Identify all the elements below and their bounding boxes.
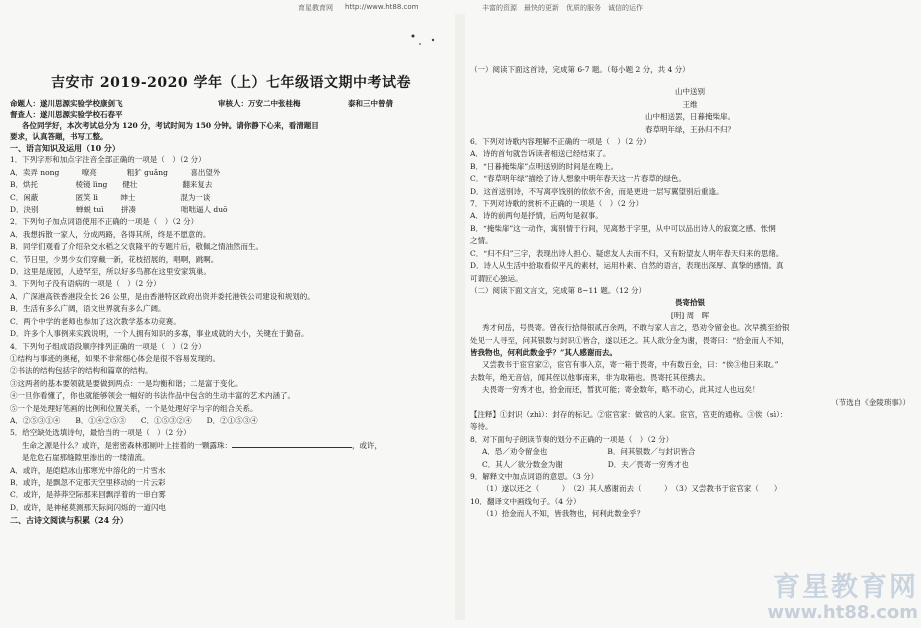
option: A．恐／劝令留金也 B．问其银数／与封识皆合 [482, 447, 696, 457]
section-heading: 二、古诗文阅读与积累（24 分） [10, 515, 128, 526]
site-slogan: 丰富的资源 最快的更新 优质的服务 诚信的运作 [482, 4, 643, 12]
option: D．这里是庞园，人迹罕至，所以好多鸟都在这里安家筑巢。 [10, 267, 212, 277]
question: 10．翻译文中画线句子。（4 分） [470, 496, 581, 506]
option: C．节日里，少男少女们穿戴一新，花枝招展的，唱啊，跳啊。 [10, 254, 219, 264]
question: 4．下列句子组成语段顺序排列正确的一项是（ ）（2 分） [10, 341, 206, 351]
option: D．这首送别诗，不写离亭饯别的依依不舍，而是更进一层写翼望别后重逢。 [470, 186, 724, 196]
question: 7．下列对诗歌的赏析不正确的一项是（ ）（2 分） [470, 199, 644, 209]
passage-text: 生命之源是什么？或许，是密密森林那厕叶上挂着的一颗露珠： [22, 440, 232, 450]
page-gutter [455, 14, 465, 620]
sub-question: （1）遂以还之（ ） （2）其人感谢而去（ ） （3）又尝教书于宦官家（ ） [482, 484, 782, 494]
right-page [470, 14, 910, 620]
answer-blank[interactable] [232, 440, 352, 448]
question: 3．下列句子没有语病的一项是（ ）（2 分） [10, 279, 161, 289]
option: A．我想拆散一家人，分成两路，各得其所，终是不愿意的。 [10, 229, 211, 239]
watermark-url: www.ht88.com [767, 602, 918, 623]
option: D．或许，是神秘莫测那天际间闪烁的一道闪电 [10, 502, 167, 512]
passage-line: 生命之源是什么？或许，是密密森林那厕叶上挂着的一颗露珠： ，或许， [22, 440, 382, 450]
poem-line: 春草明年绿，王孙归不归？ [645, 124, 735, 134]
option: D．诗人从生活中拾取看似平凡的素材，运用朴素、自然的语言，表现出深厚、真挚的感情。真 [470, 261, 784, 271]
exam-note-2: 要求，认真答题，书写工整。 [10, 132, 108, 141]
question: 1．下列字形和加点字注音全部正确的一项是（ ）（2 分） [10, 155, 206, 165]
sentence: ②书法的结构包括字的结构和篇章的结构。 [10, 366, 153, 376]
passage-line: 去数年，绝无音信，闻其侄以他事南来，非为取箱也。畏寄托其侄携去。 [470, 372, 710, 382]
annotation-cont: 等待。 [470, 422, 493, 432]
question: 8．对下面句子朗读节奏的划分不正确的一项是（ ）（2 分） [470, 434, 674, 444]
passage-line: 又尝教书于宦官家②，宦官有事入京，寄一箱于畏寄，中有数百金，曰：“俟③他日来取。” [482, 360, 779, 370]
reviewer: 审核人：万安二中张桂梅 [218, 99, 301, 108]
proposer: 命题人：遂川思源实验学校康剑飞 [10, 99, 123, 108]
passage-line: 皆我物也，何利此数金乎？”其人感谢而去。 [470, 347, 617, 357]
option-cont: 之情。 [470, 236, 493, 246]
option: C．或许，是莽莽空际那来回飘浮着的一串白雾 [10, 490, 166, 500]
option: C．“春草明年绿”描绘了诗人想象中明年春天这一片春草的绿色。 [470, 174, 686, 184]
passage-line: 处见一人寻至，问其银数与封识①皆合，遂以还之。其人欲分金为谢，畏寄曰：“拾金而人不知， [470, 335, 789, 345]
option: A．卖弄 nong 嘹亮 粗犷 guǎng 喜出望外 [10, 167, 221, 177]
option: C．“归不归”三字，表现出诗人担心、疑虑友人去而不归，又有盼望友人明年春天归来的思绪。 [470, 248, 784, 258]
option: D．许多个人事例来实践说明，一个人拥有知识的多寡，事业成就的大小，关键在于勤奋。 [10, 329, 309, 339]
annotation: 【注释】①封识（zhì）：封存的标记。②宦官家：做官的人家。宦官，官吏的通称。③俟（sì）： [470, 409, 788, 419]
passage-line: 是危危石崖那缝隙里渗出的一缕清流。 [22, 453, 150, 463]
section-intro: （一）阅读下面这首诗，完成第 6-7 题。（每小题 2 分，共 4 分） [470, 65, 690, 74]
sentence: ③这两者的基本要领就是要做到两点：一是均衡和谐；二是富于变化。 [10, 378, 243, 388]
poem-title: 山中送别 [675, 87, 705, 97]
option: A．或许，是皑皑冰山那寒光中溶化的一片雪水 [10, 465, 166, 475]
exam-staff-line-1 [10, 98, 452, 109]
site-name[interactable]: 育星教育网 [298, 4, 333, 12]
exam-note-1: 各位同学好，本次考试总分为 120 分，考试时间为 150 分钟。请你静下心来，看清题目 [22, 121, 319, 130]
supervisor: 督查人：遂川思源实验学校石春平 [10, 110, 123, 119]
exam-title: 吉安市 2019-2020 学年（上）七年级语文期中考试卷 [51, 75, 411, 91]
option-cont: 可谓匠心独运。 [470, 273, 523, 283]
watermark-logo [728, 573, 918, 625]
option: C．两个中学的老师也参加了这次教学基本功竞赛。 [10, 316, 181, 326]
question: 2．下列句子加点词语使用不正确的一项是（ ）（2 分） [10, 217, 199, 227]
section-heading: 一、语言知识及运用（10 分） [10, 143, 120, 153]
poem-line: 山中相送罢，日暮掩柴扉。 [645, 112, 735, 122]
sentence: ④一旦你看懂了，你也就能够领会一幅好的书法作品中包含的生动丰富的艺术内涵了。 [10, 391, 295, 401]
option: B．同学们观看了介绍杂交水稻之父袁隆平的专题片后，敬佩之情油然而生。 [10, 242, 264, 252]
left-page [10, 14, 452, 620]
option: B．“日暮掩柴扉”点明送别的时间是在晚上。 [470, 161, 619, 171]
option: B．烘托 棱镜 lìng 健壮 翻来复去 [10, 180, 213, 190]
option: A．②⑤③①④ B．①④②⑤③ C．①⑤③②④ D．②①⑤③④ [10, 415, 258, 425]
passage-title: 畏寄拾银 [675, 298, 705, 308]
reviewer-2: 泰和三中曾倩 [348, 99, 393, 108]
option: D．決别 蝉蜕 tuì 拼凑 咄咄逼人 duō [10, 205, 228, 215]
option: A．诗的首句就告诉读者相送已经结束了。 [470, 149, 611, 159]
option: A．诗的前两句是抒情，后两句是叙事。 [470, 211, 603, 221]
site-url[interactable]: http://www.ht88.com [345, 3, 419, 11]
poem-author: 王维 [682, 99, 698, 109]
option: B．“掩柴扉”这一动作，寓别情于行间，见离愁于字里，从中可以品出诗人的寂寞之感、怅惘 [470, 223, 776, 233]
watermark-text: 育星教育网 [773, 572, 918, 603]
header-bar [0, 0, 921, 14]
question: 9．解释文中加点词语的意思。（3 分） [470, 472, 599, 481]
question: 6．下列对诗歌内容理解不正确的一项是（ ）（2 分） [470, 137, 651, 147]
option: B．生活有多么广阔，语文世界就有多么广阔。 [10, 304, 166, 314]
option: B．或许，是飘忽不定那天空里移动的一片云彩 [10, 477, 166, 487]
passage-author: [明] 周 晖 [670, 310, 710, 320]
sentence: ①结构与事迹的奥秘，如果不非常细心体会是很不容易发现的。 [10, 353, 220, 363]
option: C．闲蔽 匿笑 lì 绅士 混为一谈 [10, 192, 211, 202]
passage-source: （节选自《金陵琐事》） [831, 397, 910, 407]
option: C．其人／欲分数金为谢 D．夫／畏寄一穷秀才也 [482, 459, 689, 469]
section-intro: （二）阅读下面文言文，完成第 8~11 题。（12 分） [470, 285, 647, 295]
sentence: ⑤一个是处理好笔画的比例和位置关系，一个是处理好字与字的组合关系。 [10, 403, 258, 413]
question: 5．给空缺处选填诗句，最恰当的一项是（ ）（2 分） [10, 428, 191, 438]
passage-line: 夫畏寄一穷秀才也，拾金而还，暂犹可能；寄金数年，略不动心，此其过人也远矣！ [482, 385, 760, 395]
sub-question: （1）拾金而人不知，皆我物也，何利此数金乎？ [482, 509, 645, 519]
option: A．广深港高铁香港段全长 26 公里，是由香港特区政府出资并委托港铁公司建设和规划的。 [10, 291, 315, 301]
passage-line: 秀才何岳，号畏寄。曾夜行拾得银贰百余两，不敢与家人言之，恐劝令留金也。次早携至拾银 [482, 323, 790, 333]
